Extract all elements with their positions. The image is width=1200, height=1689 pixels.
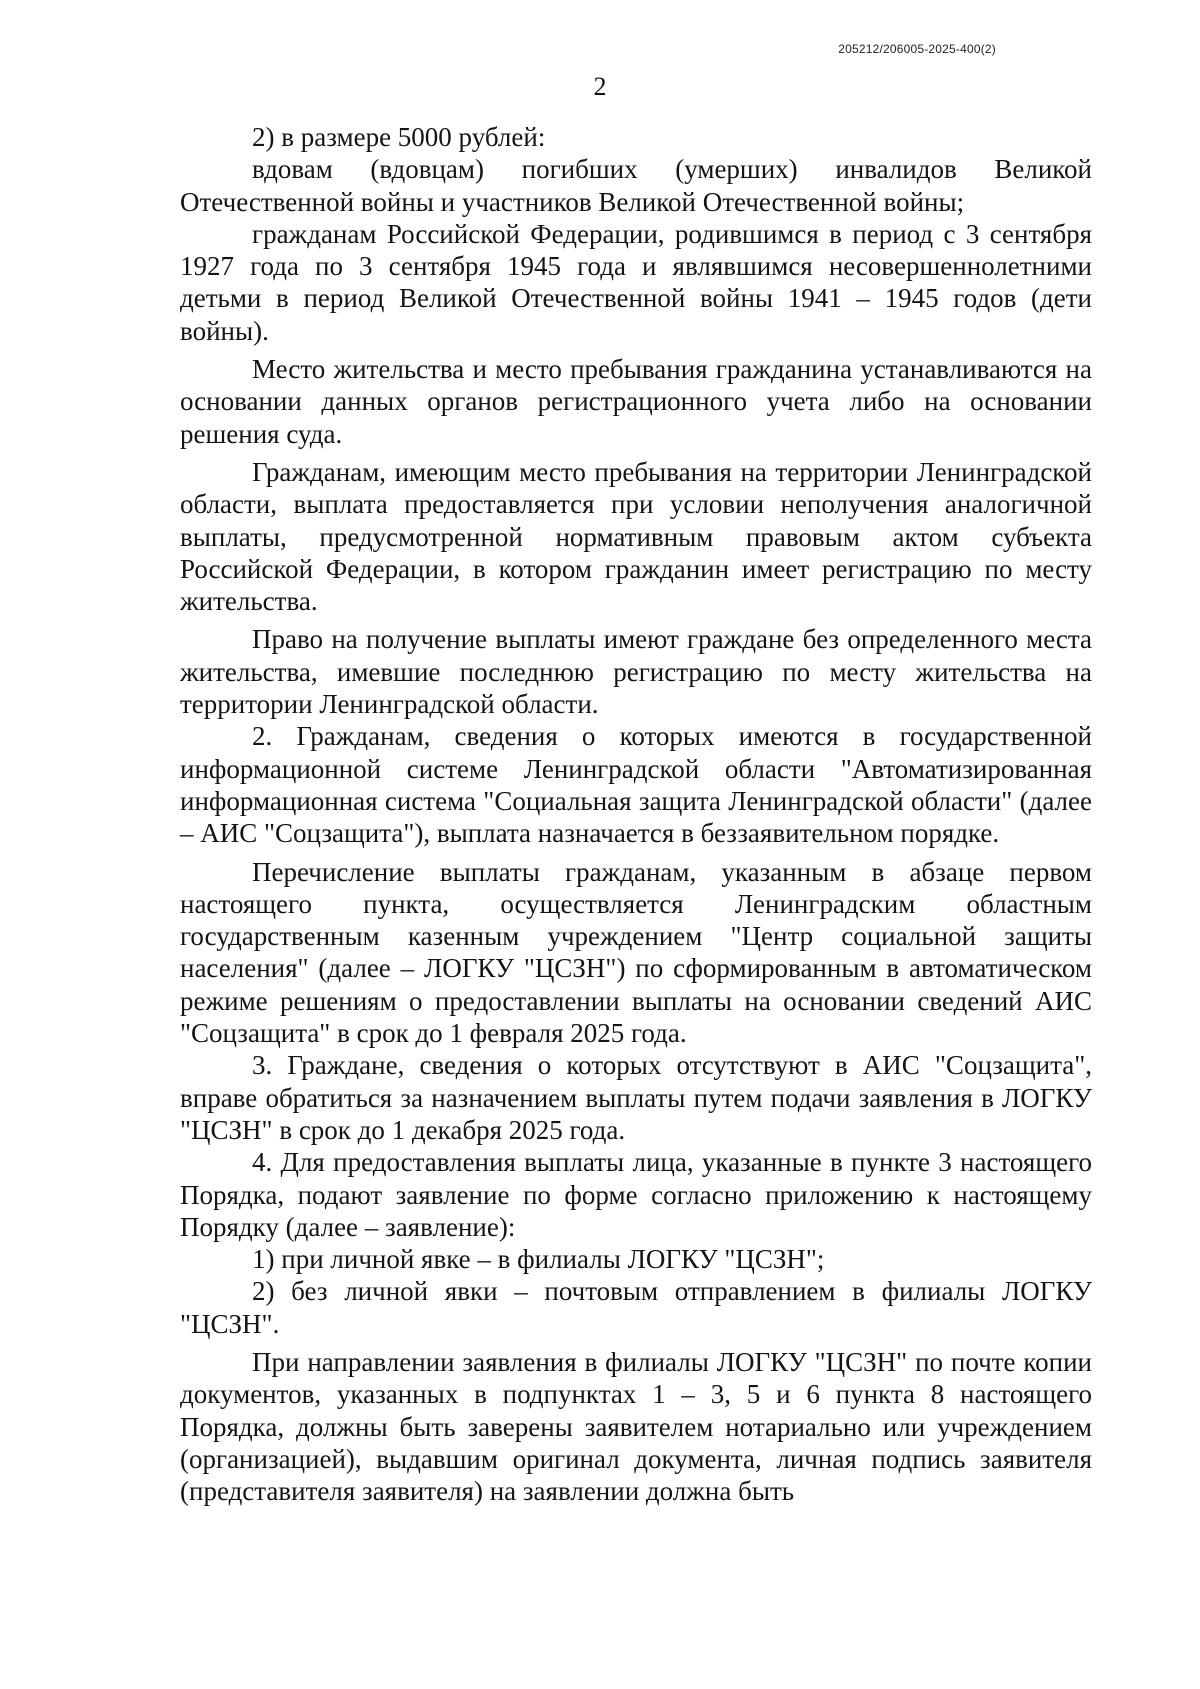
paragraph-item-3: 3. Граждане, сведения о которых отсутствуют в АИС "Соцзащита", вправе обратиться за назначением выплаты путем подачи заявления в ЛОГКУ "ЦСЗН" в срок до 1 декабря 2025 года. <box>180 1050 1092 1145</box>
paragraph-item-2: 2. Гражданам, сведения о которых имеются в государственной информационной системе Ленинградской области "Автоматизированная информационная система "Социальная защита Ленинградской области" (далее – АИС "Соцзащита"), выплата назначается в беззаявительном порядке. <box>180 721 1092 849</box>
paragraph-place-of-residence: Место жительства и место пребывания гражданина устанавливаются на основании данных органов регистрационного учета либо на основании решения суда. <box>180 354 1092 449</box>
document-id: 205212/206005-2025-400(2) <box>838 42 996 56</box>
paragraph-children-of-war: гражданам Российской Федерации, родившимся в период с 3 сентября 1927 года по 3 сентября 1945 года и являвшимся несовершеннолетними детьми в период Великой Отечественной войны 1941 – 1945 годов (дети войны). <box>180 218 1092 346</box>
page-number: 2 <box>593 72 607 101</box>
paragraph-widows: вдовам (вдовцам) погибших (умерших) инвалидов Великой Отечественной войны и участников Великой Отечественной войны; <box>180 154 1092 217</box>
paragraph-temporary-stay: Гражданам, имеющим место пребывания на территории Ленинградской области, выплата предоставляется при условии неполучения аналогичной выплаты, предусмотренной нормативным правовым актом субъекта Российской Федерации, в котором гражданин имеет регистрацию по месту жительства. <box>180 456 1092 617</box>
paragraph-homeless: Право на получение выплаты имеют граждане без определенного места жительства, имевшие последнюю регистрацию по месту жительства на территории Ленинградской области. <box>180 624 1092 720</box>
paragraph-mail-copies: При направлении заявления в филиалы ЛОГКУ "ЦСЗН" по почте копии документов, указанных в подпунктах 1 – 3, 5 и 6 пункта 8 настоящего Порядка, должны быть заверены заявителем нотариально или учреждением (организацией), выдавшим оригинал документа, личная подпись заявителя (представителя заявителя) на заявлении должна быть <box>180 1346 1092 1507</box>
paragraph-in-person: 1) при личной явке – в филиалы ЛОГКУ "ЦСЗН"; <box>252 1244 825 1275</box>
paragraph-item-4: 4. Для предоставления выплаты лица, указанные в пункте 3 настоящего Порядка, подают заявление по форме согласно приложению к настоящему Порядку (далее – заявление): <box>180 1147 1092 1242</box>
document-body <box>180 121 1092 1507</box>
paragraph-transfer: Перечисление выплаты гражданам, указанным в абзаце первом настоящего пункта, осуществляется Ленинградским областным государственным казенным учреждением "Центр социальной защиты населения" (далее – ЛОГКУ "ЦСЗН") по сформированным в автоматическом режиме решениям о предоставлении выплаты на основании сведений АИС "Соцзащита" в срок до 1 февраля 2025 года. <box>180 856 1092 1049</box>
paragraph-by-mail: 2) без личной явки – почтовым отправлением в филиалы ЛОГКУ "ЦСЗН". <box>180 1276 1092 1339</box>
paragraph-payment-5000: 2) в размере 5000 рублей: <box>252 122 546 152</box>
